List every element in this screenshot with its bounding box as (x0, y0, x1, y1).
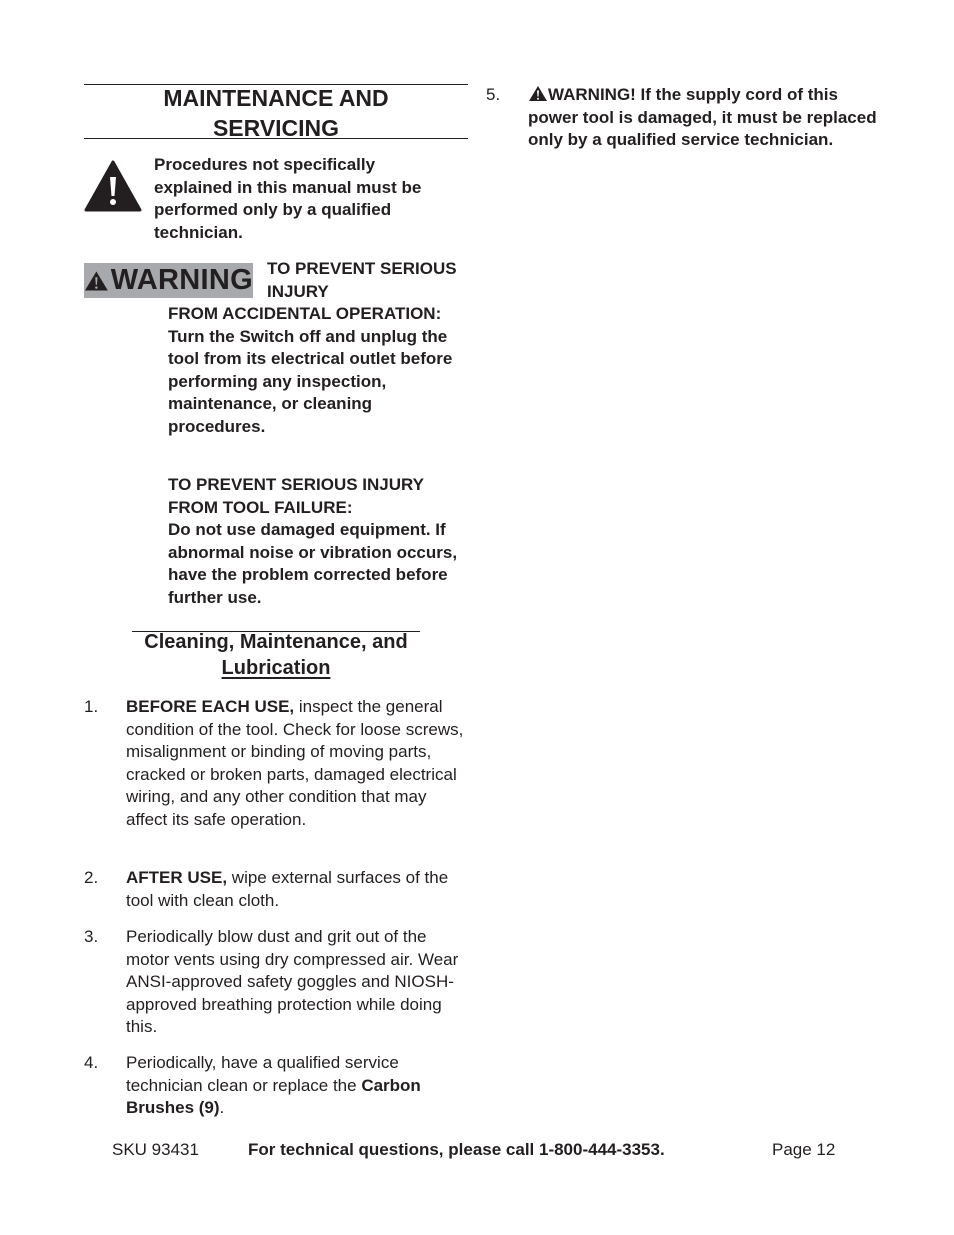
list-item-text (126, 1052, 471, 1120)
warning-body-2 (168, 474, 468, 609)
list-item-number: 5. (486, 85, 501, 104)
list-item-text: Periodically blow dust and grit out of the motor vents using dry compressed air. Wear ANSI-approved safety goggles and NIOSH-approved breathing protection while doing this. (126, 927, 459, 1036)
footer-sku: SKU 93431 (112, 1140, 199, 1159)
list-item-lead: AFTER USE, (126, 868, 228, 887)
warning-body-1 (168, 303, 468, 438)
exclamation-triangle-icon (84, 160, 142, 212)
list-item-text (126, 867, 471, 912)
list-item-number: 3. (84, 927, 99, 946)
list-item-body: Periodically, have a qualified service technician clean or replace the (126, 1053, 399, 1095)
list-item-end: . (219, 1098, 225, 1117)
list-item-warning (528, 84, 878, 152)
list-item-warning-text: WARNING! If the supply cord of this power tool is damaged, it must be replaced only by a qualified service technician. (528, 85, 877, 149)
heading-bottom-rule (84, 138, 468, 139)
list-item-number: 1. (84, 697, 99, 716)
subsection-title-line1: Cleaning, Maintenance, and (144, 631, 408, 653)
list-item-body: inspect the general condition of the tool. Check for loose screws, misalignment or binding of moving parts, cracked or broken parts, damaged electrical wiring, and any other condition that may affect its safe operation. (126, 697, 464, 829)
warning-heading-2: TO PREVENT SERIOUS INJURY FROM TOOL FAILURE: (168, 475, 424, 517)
list-item-number: 2. (84, 868, 99, 887)
footer-support: For technical questions, please call 1-800-444-3353. (248, 1140, 665, 1159)
section-title-line2: SERVICING (212, 115, 340, 141)
list-item-body: wipe external surfaces of the tool with clean cloth. (126, 868, 449, 910)
warning-triangle-icon (84, 270, 109, 292)
subsection-title-line2: Lubrication (221, 657, 331, 679)
warning-heading-1-part1: TO PREVENT SERIOUS INJURY (267, 259, 457, 301)
section-title-line1: MAINTENANCE AND (163, 85, 389, 111)
warning-heading-1-part2: FROM ACCIDENTAL OPERATION: (168, 304, 442, 323)
warning-badge (84, 263, 253, 298)
footer-page-number: Page 12 (772, 1140, 836, 1159)
list-item-text (126, 696, 471, 831)
warning-badge-label: WARNING (110, 264, 253, 296)
list-item-lead: BEFORE EACH USE, (126, 697, 295, 716)
list-item-number: 4. (84, 1053, 99, 1072)
warning-triangle-icon (528, 85, 548, 102)
list-item-part-ref: Carbon Brushes (9) (126, 1075, 421, 1117)
notice-text: Procedures not specifically explained in this manual must be performed only by a qualified technician. (154, 155, 422, 242)
section-title (84, 83, 468, 143)
warning-body-2-text: Do not use damaged equipment. If abnormal noise or vibration occurs, have the problem corrected before further use. (168, 520, 458, 607)
warning-body-1-text: Turn the Switch off and unplug the tool from its electrical outlet before performing any inspection, maintenance, or cleaning procedures. (168, 326, 453, 436)
subsection-title (110, 629, 442, 681)
